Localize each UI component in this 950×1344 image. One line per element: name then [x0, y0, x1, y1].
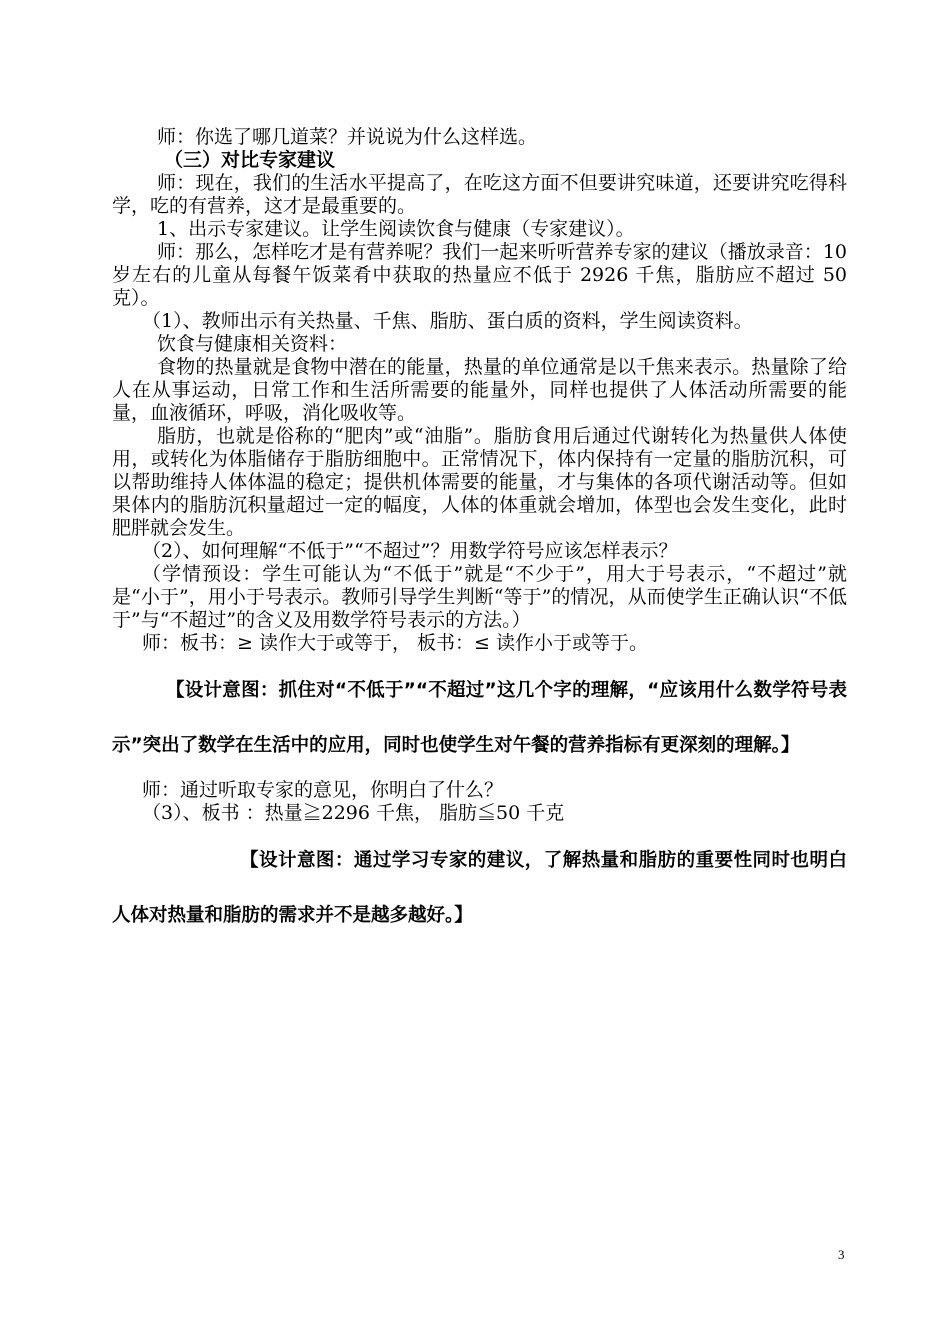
paragraph-materials-title: 饮食与健康相关资料： [157, 333, 348, 355]
paragraph-heat-info: 食物的热量就是食物中潜在的能量，热量的单位通常是以千焦来表示。热量除了给人在从事运动，日常工作和生活所需要的能量外，同样也提供了人体活动所需要的能量，血液循环，呼吸，消化吸收等。 [112, 356, 847, 424]
paragraph-teacher-summary-question: 师：通过听取专家的意见，你明白了什么？ [142, 779, 504, 801]
paragraph-board-writing: 师：板书：≥ 读作大于或等于， 板书：≤ 读作小于或等于。 [142, 632, 648, 654]
page-number: 3 [838, 1247, 845, 1262]
paragraph-learning-preset: （学情预设：学生可能认为“不低于”就是“不少于”，用大于号表示，“不超过”就是“小于”，用小于号表示。教师引导学生判断“等于”的情况，从而使学生正确认识“不低于”与“不超过”的含义及用数学符号表示的方法。） [112, 563, 847, 631]
paragraph-expert-recording: 师：那么，怎样吃才是有营养呢？我们一起来听听营养专家的建议（播放录音：10 岁左右的儿童从每餐午饭菜肴中获取的热量应不低于 2926 千焦，脂肪应不超过 50 克）。 [112, 241, 847, 309]
paragraph-step-1: 1、出示专家建议。让学生阅读饮食与健康（专家建议）。 [157, 218, 635, 240]
paragraph-fat-info: 脂肪，也就是俗称的“肥肉”或“油脂”。脂肪食用后通过代谢转化为热量供人体使用，或转化为体脂储存于脂肪细胞中。正常情况下，体内保持有一定量的脂肪沉积，可以帮助维持人体体温的稳定；提供机体需要的能量，才与集体的各项代谢活动等。但如果体内的脂肪沉积量超过一定的幅度，人体的体重就会增加，体型也会发生变化，此时肥胖就会发生。 [112, 425, 847, 539]
paragraph-step-2-question: （2）、如何理解“不低于”“不超过”？用数学符号应该怎样表示？ [142, 540, 678, 562]
design-intent-1: 【设计意图：抓住对“不低于”“不超过”这几个字的理解，“应该用什么数学符号表示”突出了数学在生活中的应用，同时也使学生对午餐的营养指标有更深刻的理解。】 [112, 680, 847, 756]
paragraph-step-1-materials: （1）、教师出示有关热量、千焦、脂肪、蛋白质的资料，学生阅读资料。 [142, 310, 753, 332]
paragraph-step-3-board: （3）、板书 ：热量≧2296 千焦， 脂肪≦50 千克 [142, 802, 565, 824]
paragraph-teacher-question: 师：你选了哪几道菜？并说说为什么这样选。 [157, 126, 538, 148]
paragraph-intro: 师：现在，我们的生活水平提高了，在吃这方面不但要讲究味道，还要讲究吃得科学，吃的有营养，这才是最重要的。 [112, 172, 847, 217]
design-intent-2: 【设计意图：通过学习专家的建议，了解热量和脂肪的重要性同时也明白人体对热量和脂肪的需求并不是越多越好。】 [112, 850, 847, 926]
section-heading-expert-advice: （三）对比专家建议 [164, 149, 336, 171]
page-content [112, 126, 847, 949]
